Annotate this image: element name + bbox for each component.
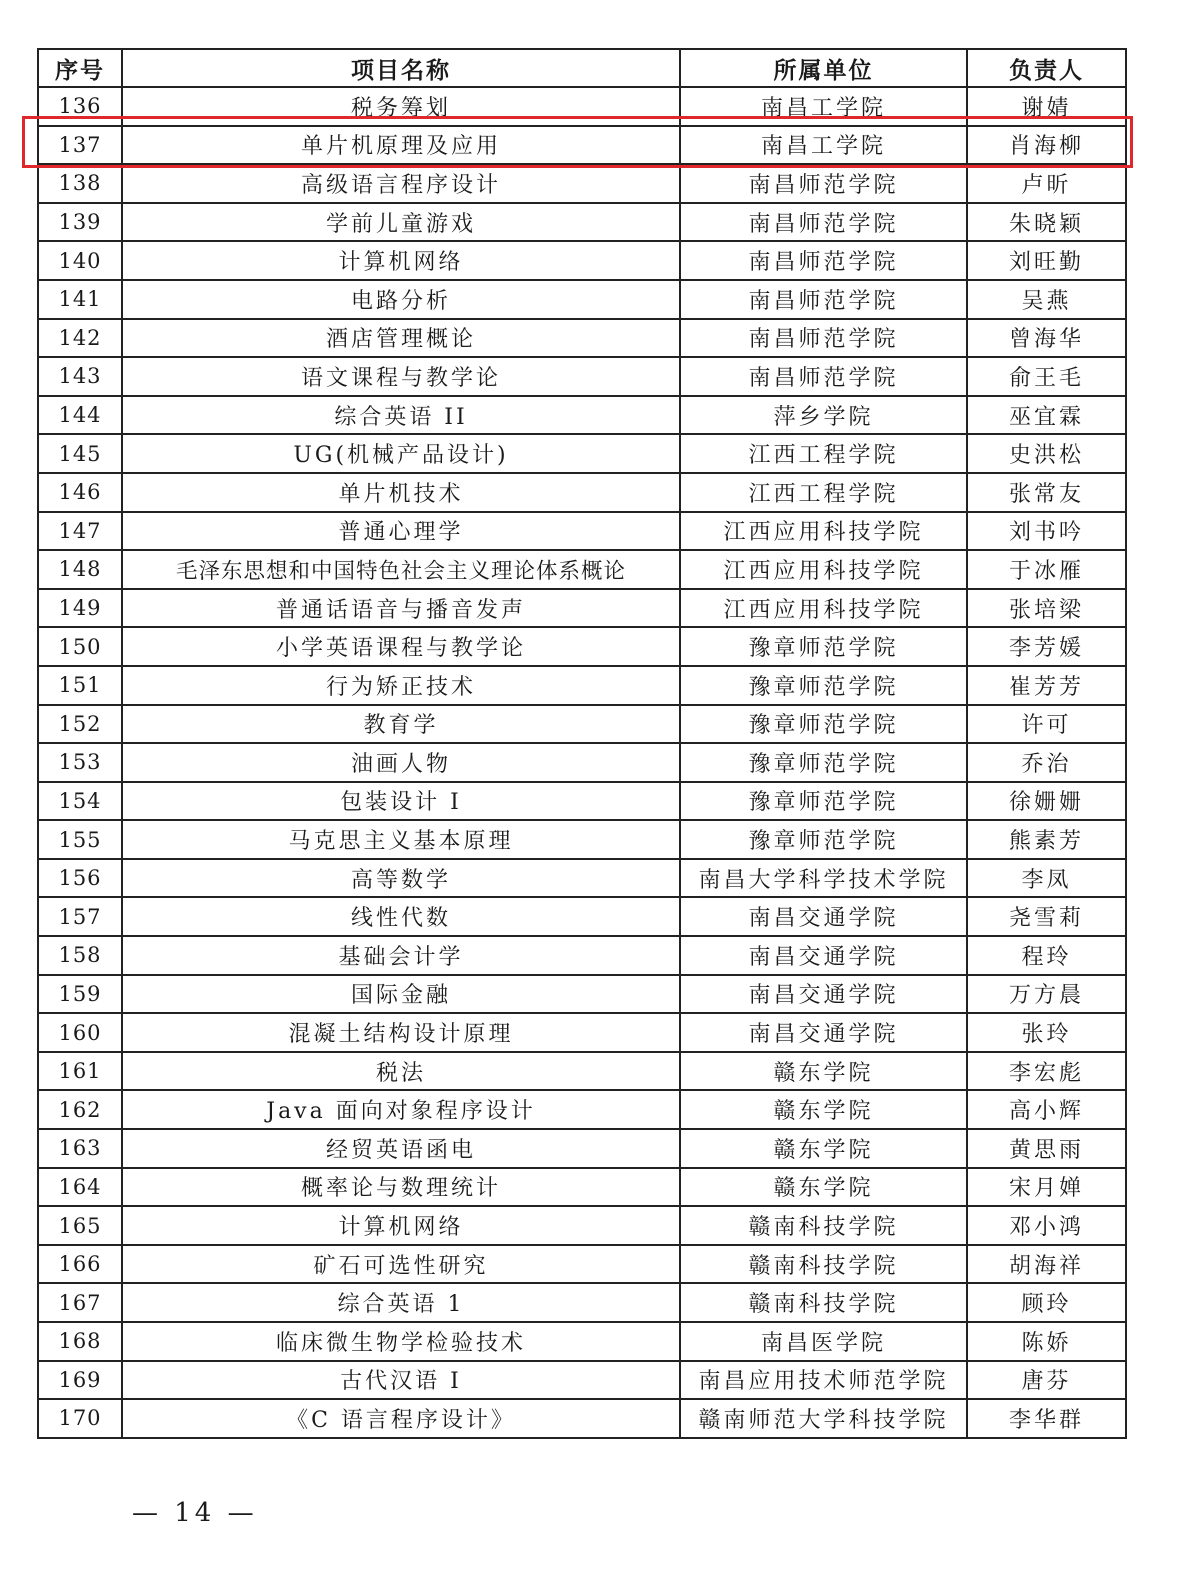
cell-person-in-charge: 李芳媛 xyxy=(967,627,1126,666)
cell-person-in-charge: 邓小鸿 xyxy=(967,1206,1126,1245)
cell-person-in-charge: 张常友 xyxy=(967,473,1126,512)
cell-person-in-charge: 于冰雁 xyxy=(967,550,1126,589)
cell-project-name: 高级语言程序设计 xyxy=(122,164,680,203)
cell-serial-number: 167 xyxy=(38,1283,122,1322)
table-header-row xyxy=(38,49,1126,87)
table-row xyxy=(38,1052,1126,1091)
cell-unit: 江西应用科技学院 xyxy=(680,512,967,551)
cell-serial-number: 166 xyxy=(38,1245,122,1284)
cell-person-in-charge: 刘书吟 xyxy=(967,512,1126,551)
cell-person-in-charge: 唐芬 xyxy=(967,1361,1126,1400)
cell-project-name: 单片机技术 xyxy=(122,473,680,512)
cell-person-in-charge: 黄思雨 xyxy=(967,1129,1126,1168)
cell-unit: 赣南科技学院 xyxy=(680,1245,967,1284)
cell-person-in-charge: 徐姗姗 xyxy=(967,782,1126,821)
cell-unit: 南昌交通学院 xyxy=(680,936,967,975)
table-row xyxy=(38,666,1126,705)
cell-serial-number: 168 xyxy=(38,1322,122,1361)
cell-project-name: 学前儿童游戏 xyxy=(122,203,680,242)
cell-serial-number: 146 xyxy=(38,473,122,512)
table-row xyxy=(38,1168,1126,1207)
cell-serial-number: 144 xyxy=(38,396,122,435)
cell-person-in-charge: 顾玲 xyxy=(967,1283,1126,1322)
cell-project-name: 毛泽东思想和中国特色社会主义理论体系概论 xyxy=(122,550,680,589)
cell-project-name: 计算机网络 xyxy=(122,1206,680,1245)
cell-project-name: 语文课程与教学论 xyxy=(122,357,680,396)
table-body xyxy=(38,87,1126,1438)
cell-serial-number: 158 xyxy=(38,936,122,975)
cell-unit: 赣东学院 xyxy=(680,1168,967,1207)
cell-person-in-charge: 张培梁 xyxy=(967,589,1126,628)
cell-serial-number: 140 xyxy=(38,241,122,280)
cell-project-name: 普通话语音与播音发声 xyxy=(122,589,680,628)
table-row xyxy=(38,1013,1126,1052)
cell-project-name: 油画人物 xyxy=(122,743,680,782)
cell-person-in-charge: 高小辉 xyxy=(967,1090,1126,1129)
cell-unit: 江西应用科技学院 xyxy=(680,550,967,589)
cell-serial-number: 159 xyxy=(38,975,122,1014)
cell-serial-number: 162 xyxy=(38,1090,122,1129)
cell-project-name: 电路分析 xyxy=(122,280,680,319)
cell-project-name: 计算机网络 xyxy=(122,241,680,280)
cell-unit: 南昌交通学院 xyxy=(680,975,967,1014)
cell-unit: 南昌师范学院 xyxy=(680,319,967,358)
table-row xyxy=(38,936,1126,975)
cell-unit: 南昌师范学院 xyxy=(680,164,967,203)
cell-project-name: UG(机械产品设计) xyxy=(122,434,680,473)
cell-person-in-charge: 李凤 xyxy=(967,859,1126,898)
table-row xyxy=(38,1399,1126,1438)
cell-serial-number: 165 xyxy=(38,1206,122,1245)
table-row xyxy=(38,473,1126,512)
cell-project-name: 马克思主义基本原理 xyxy=(122,820,680,859)
cell-project-name: 包装设计 I xyxy=(122,782,680,821)
cell-unit: 南昌师范学院 xyxy=(680,241,967,280)
cell-person-in-charge: 朱晓颖 xyxy=(967,203,1126,242)
cell-project-name: 教育学 xyxy=(122,705,680,744)
cell-unit: 豫章师范学院 xyxy=(680,782,967,821)
cell-person-in-charge: 谢婧 xyxy=(967,87,1126,126)
cell-project-name: 国际金融 xyxy=(122,975,680,1014)
cell-serial-number: 160 xyxy=(38,1013,122,1052)
cell-unit: 江西应用科技学院 xyxy=(680,589,967,628)
cell-person-in-charge: 巫宜霖 xyxy=(967,396,1126,435)
cell-project-name: 基础会计学 xyxy=(122,936,680,975)
cell-person-in-charge: 程玲 xyxy=(967,936,1126,975)
cell-serial-number: 138 xyxy=(38,164,122,203)
cell-serial-number: 136 xyxy=(38,87,122,126)
cell-unit: 萍乡学院 xyxy=(680,396,967,435)
cell-serial-number: 170 xyxy=(38,1399,122,1438)
project-table xyxy=(37,48,1127,1439)
table-row xyxy=(38,975,1126,1014)
cell-person-in-charge: 许可 xyxy=(967,705,1126,744)
cell-person-in-charge: 张玲 xyxy=(967,1013,1126,1052)
cell-project-name: 税务筹划 xyxy=(122,87,680,126)
cell-serial-number: 164 xyxy=(38,1168,122,1207)
cell-project-name: 概率论与数理统计 xyxy=(122,1168,680,1207)
cell-project-name: 普通心理学 xyxy=(122,512,680,551)
header-project-name: 项目名称 xyxy=(122,49,680,87)
cell-serial-number: 137 xyxy=(38,126,122,165)
table-row xyxy=(38,705,1126,744)
cell-person-in-charge: 史洪松 xyxy=(967,434,1126,473)
cell-unit: 赣东学院 xyxy=(680,1090,967,1129)
cell-person-in-charge: 俞王毛 xyxy=(967,357,1126,396)
cell-project-name: 混凝土结构设计原理 xyxy=(122,1013,680,1052)
header-person-in-charge: 负责人 xyxy=(967,49,1126,87)
cell-person-in-charge: 尧雪莉 xyxy=(967,897,1126,936)
table-row xyxy=(38,1322,1126,1361)
cell-unit: 江西工程学院 xyxy=(680,434,967,473)
cell-project-name: 小学英语课程与教学论 xyxy=(122,627,680,666)
cell-person-in-charge: 卢昕 xyxy=(967,164,1126,203)
table-row xyxy=(38,87,1126,126)
cell-project-name: Java 面向对象程序设计 xyxy=(122,1090,680,1129)
cell-unit: 豫章师范学院 xyxy=(680,820,967,859)
cell-unit: 南昌医学院 xyxy=(680,1322,967,1361)
cell-project-name: 酒店管理概论 xyxy=(122,319,680,358)
cell-person-in-charge: 吴燕 xyxy=(967,280,1126,319)
table-row xyxy=(38,396,1126,435)
cell-project-name: 综合英语 1 xyxy=(122,1283,680,1322)
cell-serial-number: 169 xyxy=(38,1361,122,1400)
cell-unit: 南昌应用技术师范学院 xyxy=(680,1361,967,1400)
cell-serial-number: 148 xyxy=(38,550,122,589)
cell-person-in-charge: 曾海华 xyxy=(967,319,1126,358)
cell-unit: 赣东学院 xyxy=(680,1052,967,1091)
table-row xyxy=(38,1090,1126,1129)
table-row xyxy=(38,1206,1126,1245)
table-row xyxy=(38,512,1126,551)
cell-unit: 南昌交通学院 xyxy=(680,897,967,936)
cell-serial-number: 161 xyxy=(38,1052,122,1091)
cell-unit: 江西工程学院 xyxy=(680,473,967,512)
table-row xyxy=(38,627,1126,666)
table-row xyxy=(38,589,1126,628)
cell-project-name: 《C 语言程序设计》 xyxy=(122,1399,680,1438)
table-row xyxy=(38,1283,1126,1322)
cell-serial-number: 153 xyxy=(38,743,122,782)
cell-unit: 豫章师范学院 xyxy=(680,705,967,744)
cell-unit: 南昌师范学院 xyxy=(680,280,967,319)
header-unit: 所属单位 xyxy=(680,49,967,87)
cell-project-name: 古代汉语 I xyxy=(122,1361,680,1400)
cell-serial-number: 139 xyxy=(38,203,122,242)
cell-unit: 南昌工学院 xyxy=(680,126,967,165)
cell-unit: 赣南师范大学科技学院 xyxy=(680,1399,967,1438)
cell-serial-number: 147 xyxy=(38,512,122,551)
cell-project-name: 矿石可选性研究 xyxy=(122,1245,680,1284)
table-row xyxy=(38,1361,1126,1400)
cell-project-name: 税法 xyxy=(122,1052,680,1091)
cell-project-name: 综合英语 II xyxy=(122,396,680,435)
cell-person-in-charge: 李宏彪 xyxy=(967,1052,1126,1091)
cell-person-in-charge: 乔治 xyxy=(967,743,1126,782)
table-row xyxy=(38,782,1126,821)
cell-serial-number: 163 xyxy=(38,1129,122,1168)
cell-serial-number: 152 xyxy=(38,705,122,744)
cell-project-name: 行为矫正技术 xyxy=(122,666,680,705)
cell-unit: 南昌大学科学技术学院 xyxy=(680,859,967,898)
cell-project-name: 高等数学 xyxy=(122,859,680,898)
cell-person-in-charge: 崔芳芳 xyxy=(967,666,1126,705)
cell-unit: 豫章师范学院 xyxy=(680,627,967,666)
cell-serial-number: 143 xyxy=(38,357,122,396)
cell-serial-number: 157 xyxy=(38,897,122,936)
cell-serial-number: 145 xyxy=(38,434,122,473)
cell-unit: 赣东学院 xyxy=(680,1129,967,1168)
cell-person-in-charge: 宋月婵 xyxy=(967,1168,1126,1207)
table-row xyxy=(38,820,1126,859)
table-row xyxy=(38,280,1126,319)
cell-person-in-charge: 胡海祥 xyxy=(967,1245,1126,1284)
cell-project-name: 经贸英语函电 xyxy=(122,1129,680,1168)
table-row xyxy=(38,743,1126,782)
header-serial-number: 序号 xyxy=(38,49,122,87)
table-row xyxy=(38,859,1126,898)
cell-person-in-charge: 陈娇 xyxy=(967,1322,1126,1361)
table-row xyxy=(38,203,1126,242)
cell-person-in-charge: 李华群 xyxy=(967,1399,1126,1438)
cell-serial-number: 156 xyxy=(38,859,122,898)
cell-unit: 南昌师范学院 xyxy=(680,357,967,396)
cell-unit: 南昌交通学院 xyxy=(680,1013,967,1052)
cell-project-name: 线性代数 xyxy=(122,897,680,936)
table-row xyxy=(38,1129,1126,1168)
cell-unit: 豫章师范学院 xyxy=(680,743,967,782)
table-row xyxy=(38,357,1126,396)
cell-person-in-charge: 熊素芳 xyxy=(967,820,1126,859)
cell-serial-number: 141 xyxy=(38,280,122,319)
cell-serial-number: 150 xyxy=(38,627,122,666)
cell-unit: 赣南科技学院 xyxy=(680,1283,967,1322)
table-row xyxy=(38,550,1126,589)
cell-project-name: 临床微生物学检验技术 xyxy=(122,1322,680,1361)
cell-serial-number: 155 xyxy=(38,820,122,859)
cell-serial-number: 151 xyxy=(38,666,122,705)
cell-serial-number: 154 xyxy=(38,782,122,821)
table-row xyxy=(38,897,1126,936)
table-row xyxy=(38,164,1126,203)
table-row xyxy=(38,1245,1126,1284)
table-row xyxy=(38,126,1126,165)
cell-person-in-charge: 万方晨 xyxy=(967,975,1126,1014)
cell-unit: 豫章师范学院 xyxy=(680,666,967,705)
cell-unit: 南昌工学院 xyxy=(680,87,967,126)
cell-unit: 赣南科技学院 xyxy=(680,1206,967,1245)
cell-project-name: 单片机原理及应用 xyxy=(122,126,680,165)
cell-serial-number: 149 xyxy=(38,589,122,628)
table-row xyxy=(38,434,1126,473)
cell-person-in-charge: 肖海柳 xyxy=(967,126,1126,165)
cell-person-in-charge: 刘旺勤 xyxy=(967,241,1126,280)
page-number: — 14 — xyxy=(132,1498,258,1528)
table-row xyxy=(38,319,1126,358)
cell-serial-number: 142 xyxy=(38,319,122,358)
table-row xyxy=(38,241,1126,280)
cell-unit: 南昌师范学院 xyxy=(680,203,967,242)
